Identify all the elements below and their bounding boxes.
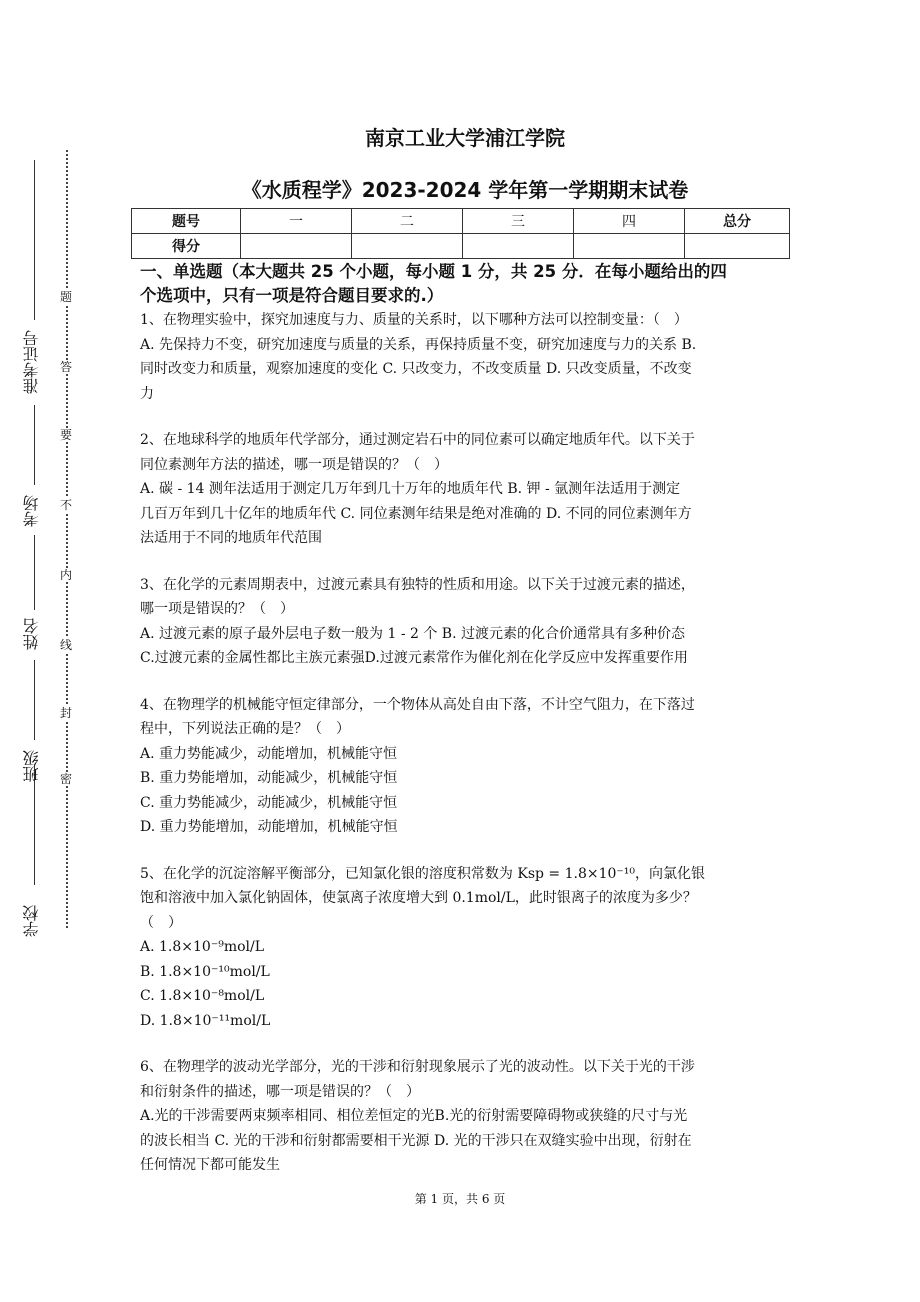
seal-char: 密 [59,772,72,786]
question-line: 2、在地球科学的地质年代学部分，通过测定岩石中的同位素可以确定地质年代。以下关于 [140,432,695,448]
question-line: 同时改变力和质量，观察加速度的变化 C. 只改变力，不改变质量 D. 只改变质量，不改变 [140,361,692,377]
exam-room-line [34,405,35,485]
question-item [140,862,790,1034]
question-line: 几百万年到几十亿年的地质年代 C. 同位素测年结果是绝对准确的 D. 不同的同位素测年方 [140,505,692,522]
score-table-cell: 题号 [132,209,241,234]
question-line: 6、在物理学的波动光学部分，光的干涉和衍射现象展示了光的波动性。以下关于光的干涉 [140,1059,695,1075]
question-item [140,573,790,671]
admission-number-line [34,160,35,320]
score-table-cell: 二 [352,209,463,234]
question-line: B. 1.8×10⁻¹⁰mol/L [140,963,270,980]
seal-char: 题 [59,290,72,304]
question-line: 同位素测年方法的描述，哪一项是错误的？（ ） [140,456,448,473]
class-label: 班级 [22,750,41,782]
seal-char: 封 [59,706,72,720]
score-input-cell[interactable] [574,234,685,259]
exam-title: 《水质程学》2023-2024 学年第一学期期末试卷 [241,178,689,202]
question-line: A.光的干涉需要两束频率相同、相位差恒定的光B.光的衍射需要障碍物或狭缝的尺寸与光 [140,1108,688,1124]
score-table-cell: 三 [463,209,574,234]
question-line: A. 过渡元素的原子最外层电子数一般为 1 - 2 个 B. 过渡元素的化合价通常具有多种价态 [140,625,685,642]
question-line: B. 重力势能增加，动能减少，机械能守恒 [140,770,398,786]
exam-room-label: 考场 [22,495,41,527]
section-heading-line: 个选项中，只有一项是符合题目要求的.） [140,286,444,305]
question-line: 4、在物理学的机械能守恒定律部分，一个物体从高处自由下落，不计空气阻力，在下落过 [140,696,695,713]
seal-char: 不 [59,498,72,512]
question-line: D. 1.8×10⁻¹¹mol/L [140,1012,271,1029]
admission-number-label: 准考证号 [22,330,41,394]
school-title: 南京工业大学浦江学院 [365,126,565,150]
question-line: 1、在物理实验中，探究加速度与力、质量的关系时，以下哪种方法可以控制变量：（ ） [140,312,688,328]
score-table-header-row [132,209,790,234]
seal-char: 线 [59,638,72,652]
section-heading [140,260,790,308]
question-line: 饱和溶液中加入氯化钠固体，使氯离子浓度增大到 0.1mol/L，此时银离子的浓度为多少？ [140,890,697,906]
class-line [34,660,35,740]
question-line: 3、在化学的元素周期表中，过渡元素具有独特的性质和用途。以下关于过渡元素的描述， [140,576,695,593]
score-table-cell: 一 [241,209,352,234]
section-heading-line: 一、单选题（本大题共 25 个小题，每小题 1 分，共 25 分．在每小题给出的四 [140,262,727,281]
question-line: 任何情况下都可能发生 [140,1157,280,1173]
question-line: 哪一项是错误的？（ ） [140,601,294,617]
seal-char: 要 [59,428,72,442]
seal-char: 答 [59,360,72,374]
question-line: A. 先保持力不变，研究加速度与质量的关系，再保持质量不变，研究加速度与力的关系 B. [140,336,697,353]
question-list [140,308,790,1178]
score-table-score-row [132,234,790,259]
name-label: 姓名 [22,618,41,650]
exam-content [140,260,790,1178]
score-table-cell: 四 [574,209,685,234]
question-line: 程中，下列说法正确的是？（ ） [140,721,350,737]
seal-dotted-line [66,150,68,928]
score-table [131,208,790,259]
school-label: 学校 [22,905,41,937]
question-line: 的波长相当 C. 光的干涉和衍射都需要相干光源 D. 光的干涉只在双缝实验中出现，衍射在 [140,1132,692,1149]
score-table-cell: 总分 [685,209,790,234]
question-line: （ ） [140,914,182,931]
seal-char: 内 [59,568,72,582]
question-line: 法适用于不同的地质年代范围 [140,530,322,546]
question-item [140,693,790,840]
question-line: 5、在化学的沉淀溶解平衡部分，已知氯化银的溶度积常数为 Ksp = 1.8×10⁻¹⁰，向氯化银 [140,865,706,882]
school-line [34,765,35,885]
name-line [34,535,35,610]
question-line: A. 1.8×10⁻⁹mol/L [140,939,265,955]
question-line: A. 碳 - 14 测年法适用于测定几万年到几十万年的地质年代 B. 钾 - 氩测年法适用于测定 [140,481,681,497]
page-footer: 第 1 页，共 6 页 [414,1192,506,1206]
question-line: C. 重力势能减少，动能减少，机械能守恒 [140,794,398,811]
question-item [140,1055,790,1178]
score-input-cell[interactable] [241,234,352,259]
score-input-cell[interactable] [352,234,463,259]
binding-margin [0,0,120,1302]
question-line: C. 1.8×10⁻⁸mol/L [140,988,265,1004]
score-input-cell[interactable] [463,234,574,259]
question-line: C.过渡元素的金属性都比主族元素强D.过渡元素常作为催化剂在化学反应中发挥重要作用 [140,650,688,666]
question-line: D. 重力势能增加，动能增加，机械能守恒 [140,819,398,835]
question-line: A. 重力势能减少，动能增加，机械能守恒 [140,745,398,762]
question-line: 力 [140,385,154,402]
score-input-cell[interactable] [685,234,790,259]
question-item [140,428,790,551]
question-line: 和衍射条件的描述，哪一项是错误的？（ ） [140,1083,420,1100]
score-table-cell: 得分 [132,234,241,259]
question-item [140,308,790,406]
